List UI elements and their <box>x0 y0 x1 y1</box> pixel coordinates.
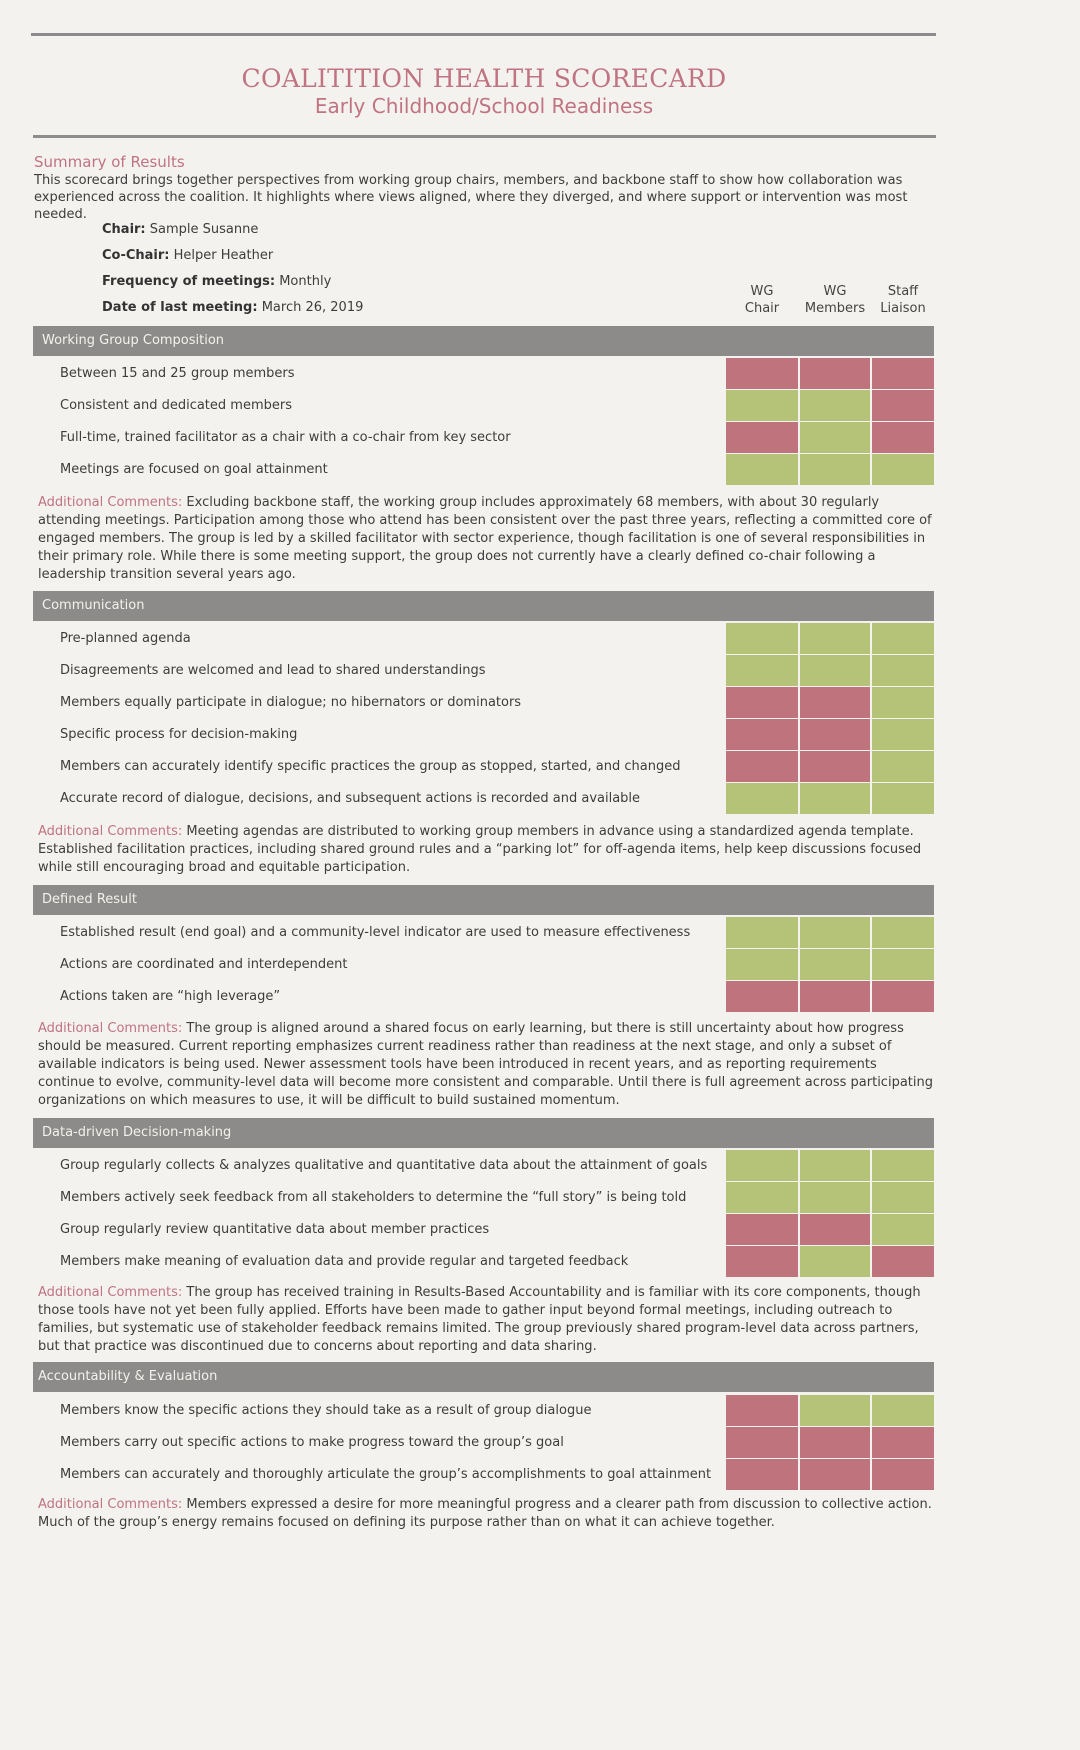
row-label: Members actively seek feedback from all stakeholders to determine the “full story” is being told <box>60 1190 687 1205</box>
rating-cell-wg-chair <box>726 655 798 686</box>
rating-cell-wg-chair <box>726 687 798 718</box>
additional-comments <box>38 1020 934 1110</box>
section-header: Defined Result <box>33 885 934 915</box>
rating-cell-wg-members <box>800 751 870 782</box>
rating-cell-wg-members <box>800 1214 870 1245</box>
rating-cell-wg-members <box>800 623 870 654</box>
rating-cell-staff-liaison <box>872 1150 934 1181</box>
rating-cell-staff-liaison <box>872 1182 934 1213</box>
row-label: Accurate record of dialogue, decisions, and subsequent actions is recorded and available <box>60 791 641 806</box>
chair-label: Chair: <box>102 222 146 237</box>
rating-cell-wg-members <box>800 655 870 686</box>
score-row <box>0 623 968 655</box>
rating-cell-wg-members <box>800 1246 870 1277</box>
row-label: Group regularly collects & analyzes qualitative and quantitative data about the attainment of goals <box>60 1158 708 1173</box>
cochair-label: Co-Chair: <box>102 248 170 263</box>
row-label: Actions taken are “high leverage” <box>60 989 281 1004</box>
rating-cell-wg-members <box>800 358 870 389</box>
rating-cell-wg-members <box>800 422 870 453</box>
rating-cell-staff-liaison <box>872 949 934 980</box>
row-label: Members carry out specific actions to make progress toward the group’s goal <box>60 1435 564 1450</box>
rating-cell-wg-chair <box>726 358 798 389</box>
row-label: Members equally participate in dialogue; no hibernators or dominators <box>60 695 522 710</box>
rating-cell-staff-liaison <box>872 719 934 750</box>
comments-text: Meeting agendas are distributed to working group members in advance using a standardized agenda template. Established facilitation practices, including shared ground rules and a “parking lot” for off-agenda items, help keep discussions focused while still encouraging broad and equitable participation. <box>38 824 922 875</box>
meta-cochair <box>102 248 273 263</box>
rating-cell-wg-chair <box>726 454 798 485</box>
rating-cell-wg-members <box>800 719 870 750</box>
rating-cell-wg-members <box>800 390 870 421</box>
row-label: Group regularly review quantitative data about member practices <box>60 1222 490 1237</box>
comments-text: The group is aligned around a shared focus on early learning, but there is still uncertainty about how progress should be measured. Current reporting emphasizes current readiness rather than readiness at the next stage, and only a subset of available indicators is being used. Newer assessment tools have been introduced in recent years, and as reporting requirements continue to evolve, community-level data will become more consistent and comparable. Until there is full agreement across participating organizations on which measures to use, it will be difficult to build sustained momentum. <box>38 1021 933 1108</box>
rating-cell-wg-chair <box>726 1459 798 1490</box>
chair-value: Sample Susanne <box>149 222 259 237</box>
section-header: Communication <box>33 591 934 621</box>
column-header-wg-chair: WG Chair <box>744 284 780 316</box>
comments-label: Additional Comments: <box>38 1285 183 1300</box>
rating-cell-staff-liaison <box>872 917 934 948</box>
score-row <box>0 981 968 1013</box>
rating-cell-staff-liaison <box>872 783 934 814</box>
row-label: Members make meaning of evaluation data and provide regular and targeted feedback <box>60 1254 629 1269</box>
frequency-label: Frequency of meetings: <box>102 274 276 289</box>
comments-label: Additional Comments: <box>38 1497 183 1512</box>
score-row <box>0 949 968 981</box>
rating-cell-staff-liaison <box>872 390 934 421</box>
rating-cell-wg-chair <box>726 917 798 948</box>
summary-heading: Summary of Results <box>34 153 185 171</box>
meta-date <box>102 300 363 315</box>
additional-comments <box>38 494 934 584</box>
score-row <box>0 687 968 719</box>
rating-cell-staff-liaison <box>872 422 934 453</box>
frequency-value: Monthly <box>279 274 332 289</box>
rating-cell-wg-members <box>800 454 870 485</box>
rating-cell-staff-liaison <box>872 1427 934 1458</box>
rating-cell-wg-members <box>800 917 870 948</box>
comments-label: Additional Comments: <box>38 495 183 510</box>
row-label: Members know the specific actions they should take as a result of group dialogue <box>60 1403 592 1418</box>
rating-cell-wg-chair <box>726 1150 798 1181</box>
score-row <box>0 783 968 815</box>
row-label: Disagreements are welcomed and lead to shared understandings <box>60 663 486 678</box>
rating-cell-wg-members <box>800 1182 870 1213</box>
rating-cell-wg-chair <box>726 783 798 814</box>
rating-cell-wg-members <box>800 1395 870 1426</box>
rating-cell-staff-liaison <box>872 751 934 782</box>
rating-cell-wg-chair <box>726 1182 798 1213</box>
column-header-wg-members: WG Members <box>804 284 866 316</box>
score-row <box>0 1395 968 1427</box>
score-row <box>0 454 968 486</box>
rating-cell-wg-members <box>800 981 870 1012</box>
rating-cell-wg-chair <box>726 390 798 421</box>
rating-cell-staff-liaison <box>872 623 934 654</box>
score-row <box>0 1214 968 1246</box>
column-header-staff-liaison: Staff Liaison <box>880 284 926 316</box>
rating-cell-wg-chair <box>726 1214 798 1245</box>
row-label: Specific process for decision-making <box>60 727 298 742</box>
score-row <box>0 719 968 751</box>
score-row <box>0 655 968 687</box>
score-row <box>0 422 968 454</box>
row-label: Members can accurately identify specific practices the group as stopped, started, and changed <box>60 759 681 774</box>
comments-text: The group has received training in Results-Based Accountability and is familiar with its core components, though those tools have not yet been fully applied. Efforts have been made to gather input beyond formal meetings, including outreach to families, but systematic use of stakeholder feedback remains limited. The group previously shared program-level data across partners, but that practice was discontinued due to concerns about reporting and data sharing. <box>38 1285 921 1354</box>
rating-cell-wg-chair <box>726 751 798 782</box>
rating-cell-staff-liaison <box>872 358 934 389</box>
row-label: Pre-planned agenda <box>60 631 191 646</box>
score-row <box>0 917 968 949</box>
rating-cell-staff-liaison <box>872 1214 934 1245</box>
rating-cell-wg-chair <box>726 1427 798 1458</box>
rating-cell-wg-chair <box>726 949 798 980</box>
rating-cell-wg-chair <box>726 1395 798 1426</box>
page-subtitle: Early Childhood/School Readiness <box>314 94 654 118</box>
rating-cell-wg-chair <box>726 623 798 654</box>
rating-cell-wg-chair <box>726 422 798 453</box>
rating-cell-staff-liaison <box>872 655 934 686</box>
row-label: Between 15 and 25 group members <box>60 366 295 381</box>
rating-cell-wg-chair <box>726 719 798 750</box>
top-rule <box>31 33 936 36</box>
section-header: Data-driven Decision-making <box>33 1118 934 1148</box>
rating-cell-staff-liaison <box>872 687 934 718</box>
cochair-value: Helper Heather <box>173 248 274 263</box>
row-label: Meetings are focused on goal attainment <box>60 462 328 477</box>
meta-frequency <box>102 274 331 289</box>
score-row <box>0 1150 968 1182</box>
score-row <box>0 1182 968 1214</box>
row-label: Consistent and dedicated members <box>60 398 292 413</box>
row-label: Actions are coordinated and interdependent <box>60 957 348 972</box>
additional-comments <box>38 1284 934 1356</box>
section-header: Accountability & Evaluation <box>33 1362 934 1392</box>
rating-cell-wg-members <box>800 1150 870 1181</box>
page-title: COALITITION HEALTH SCORECARD <box>241 64 727 93</box>
rating-cell-wg-chair <box>726 981 798 1012</box>
summary-text: This scorecard brings together perspectives from working group chairs, members, and backbone staff to show how collaboration was experienced across the coalition. It highlights where views aligned, where they diverged, and where support or intervention was most needed. <box>34 173 908 222</box>
score-row <box>0 1246 968 1278</box>
rating-cell-staff-liaison <box>872 1459 934 1490</box>
rating-cell-staff-liaison <box>872 981 934 1012</box>
date-value: March 26, 2019 <box>261 300 364 315</box>
comments-text: Excluding backbone staff, the working group includes approximately 68 members, with about 30 regularly attending meetings. Participation among those who attend has been consistent over the past three years, reflecting a committed core of engaged members. The group is led by a skilled facilitator with sector experience, though facilitation is one of several responsibilities in their primary role. While there is some meeting support, the group does not currently have a clearly defined co-chair following a leadership transition several years ago. <box>38 495 932 582</box>
date-label: Date of last meeting: <box>102 300 258 315</box>
header-rule <box>33 135 936 138</box>
row-label: Full-time, trained facilitator as a chair with a co-chair from key sector <box>60 430 511 445</box>
score-row <box>0 1427 968 1459</box>
comments-label: Additional Comments: <box>38 824 183 839</box>
additional-comments <box>38 1496 934 1532</box>
score-row <box>0 358 968 390</box>
rating-cell-staff-liaison <box>872 1246 934 1277</box>
meta-chair <box>102 222 258 237</box>
comments-label: Additional Comments: <box>38 1021 183 1036</box>
additional-comments <box>38 823 934 877</box>
rating-cell-wg-chair <box>726 1246 798 1277</box>
rating-cell-wg-members <box>800 949 870 980</box>
row-label: Established result (end goal) and a community-level indicator are used to measure effectiveness <box>60 925 691 940</box>
section-header: Working Group Composition <box>33 326 934 356</box>
score-row <box>0 751 968 783</box>
rating-cell-wg-members <box>800 1427 870 1458</box>
score-row <box>0 1459 968 1491</box>
rating-cell-wg-members <box>800 783 870 814</box>
rating-cell-wg-members <box>800 687 870 718</box>
rating-cell-wg-members <box>800 1459 870 1490</box>
row-label: Members can accurately and thoroughly articulate the group’s accomplishments to goal attainment <box>60 1467 712 1482</box>
comments-text: Members expressed a desire for more meaningful progress and a clearer path from discussion to collective action. Much of the group’s energy remains focused on defining its purpose rather than on what it can achieve together. <box>38 1497 932 1530</box>
rating-cell-staff-liaison <box>872 454 934 485</box>
rating-cell-staff-liaison <box>872 1395 934 1426</box>
score-row <box>0 390 968 422</box>
